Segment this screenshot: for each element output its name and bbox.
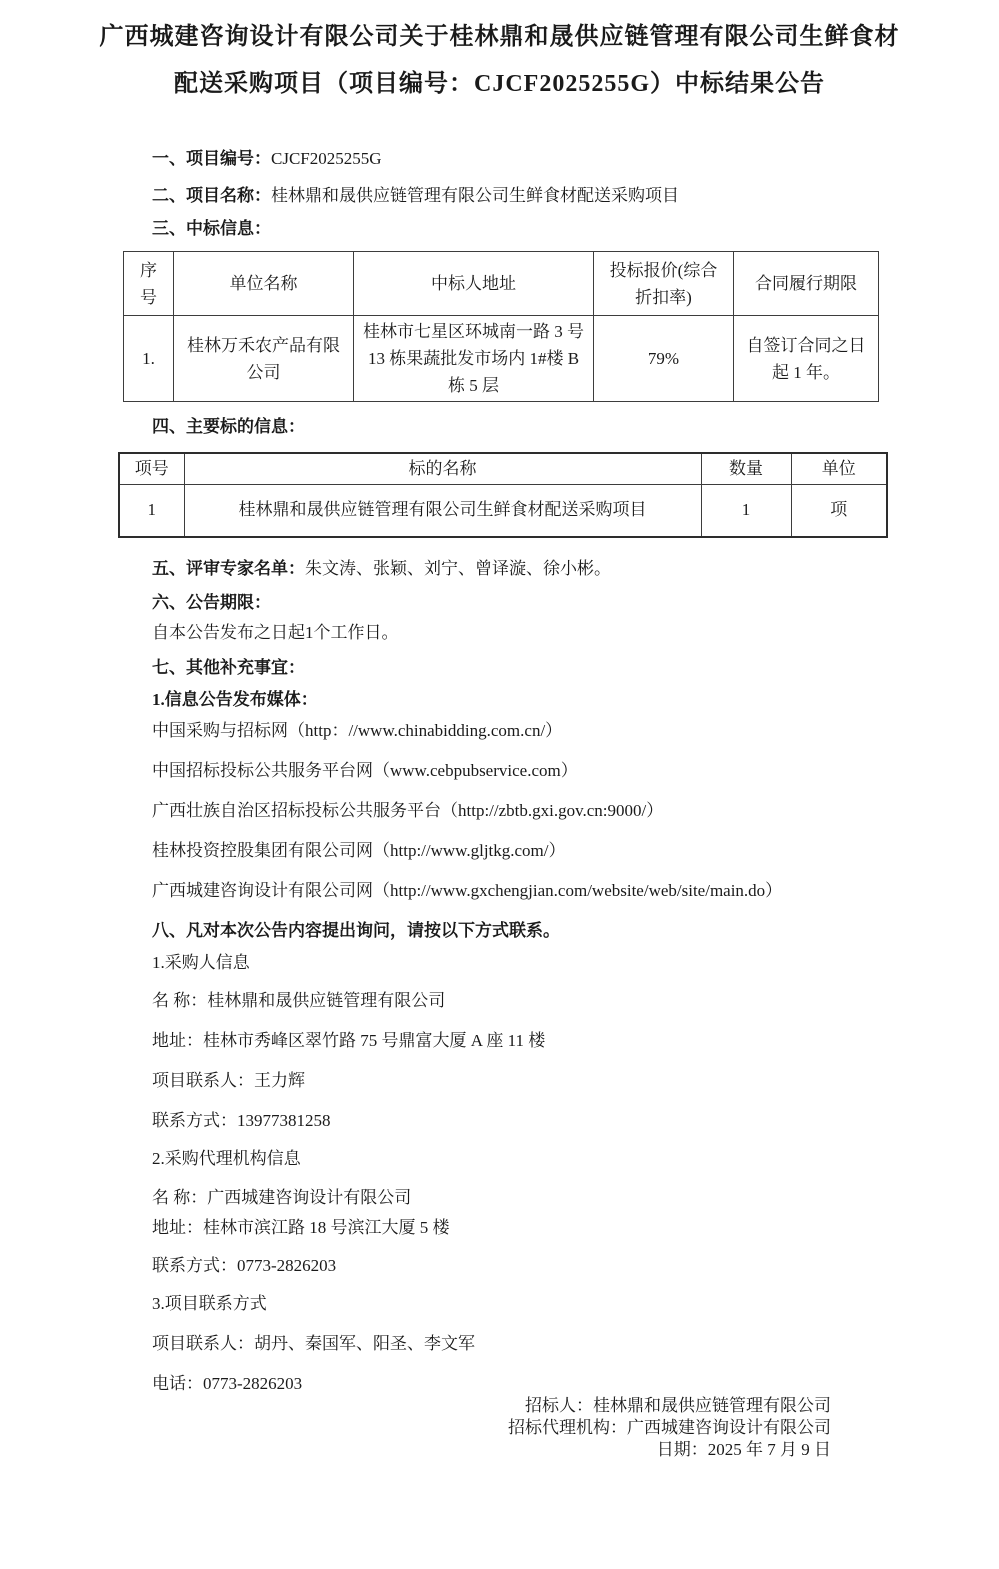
agency-name: 名 称：广西城建咨询设计有限公司 [152,1188,412,1207]
document-title-line1: 广西城建咨询设计有限公司关于桂林鼎和晟供应链管理有限公司生鲜食材 [99,24,900,50]
award-row-address: 桂林市七星区环城南一路 3 号 13 栋果蔬批发市场内 1#楼 B 栋 5 层 [354,316,594,402]
project-contact-phone: 电话：0773-2826203 [152,1374,303,1393]
section-subject-info-heading: 四、主要标的信息： [152,417,305,436]
award-table [123,251,879,402]
award-row-company: 桂林万禾农产品有限公司 [174,316,354,402]
agency-address: 地址：桂林市滨江路 18 号滨江大厦 5 楼 [152,1218,450,1237]
project-contact-heading: 3.项目联系方式 [152,1294,267,1313]
media-item-cebpubservice: 中国招标投标公共服务平台网（www.cebpubservice.com） [152,761,578,780]
award-table-header-price: 投标报价(综合折扣率) [594,252,734,316]
document-title [0,14,999,108]
subject-row-unit: 项 [791,484,887,537]
signature-block [0,1395,999,1461]
subject-row-name: 桂林鼎和晟供应链管理有限公司生鲜食材配送采购项目 [184,484,701,537]
purchaser-heading: 1.采购人信息 [152,953,250,972]
media-item-chinabidding: 中国采购与招标网（http：//www.chinabidding.com.cn/） [152,721,563,740]
subject-row-item: 1 [119,484,184,537]
section-notice-period-heading: 六、公告期限： [152,593,271,612]
tender-agency-line: 招标代理机构：广西城建咨询设计有限公司 [508,1418,831,1437]
experts-value: 朱文涛、张颖、刘宁、曾译漩、徐小彬。 [305,559,611,578]
subject-table [118,452,888,538]
award-row-price: 79% [594,316,734,402]
section-project-name [152,185,939,207]
experts-label: 五、评审专家名单： [152,559,305,578]
award-table-header-term: 合同履行期限 [734,252,879,316]
section-award-info-heading: 三、中标信息： [152,219,271,238]
award-row-term: 自签订合同之日起 1 年。 [734,316,879,402]
award-table-header-address: 中标人地址 [354,252,594,316]
project-name-value: 桂林鼎和晟供应链管理有限公司生鲜食材配送采购项目 [271,186,679,205]
subject-table-header-unit: 单位 [791,453,887,484]
award-table-row [124,316,879,402]
award-table-header-company: 单位名称 [174,252,354,316]
tenderer-line: 招标人：桂林鼎和晟供应链管理有限公司 [525,1396,831,1415]
subject-table-header-row [119,453,887,484]
project-contact-persons: 项目联系人：胡丹、秦国军、阳圣、李文军 [152,1334,475,1353]
purchaser-address: 地址：桂林市秀峰区翠竹路 75 号鼎富大厦 A 座 11 楼 [152,1031,546,1050]
purchaser-name: 名 称：桂林鼎和晟供应链管理有限公司 [152,991,446,1010]
project-name-label: 二、项目名称： [152,186,271,205]
purchaser-contact-person: 项目联系人：王力辉 [152,1071,305,1090]
media-item-gxi-platform: 广西壮族自治区招标投标公共服务平台（http://zbtb.gxi.gov.cn:9000/） [152,801,664,820]
date-line: 日期：2025 年 7 月 9 日 [656,1440,831,1459]
section-other-heading: 七、其他补充事宜： [152,658,305,677]
project-number-label: 一、项目编号： [152,149,271,168]
agency-heading: 2.采购代理机构信息 [152,1149,301,1168]
project-number-value: CJCF2025255G [271,149,382,168]
media-item-gxchengjian: 广西城建咨询设计有限公司网（http://www.gxchengjian.com/website/web/site/main.do） [152,881,783,900]
subject-table-header-name: 标的名称 [184,453,701,484]
section-project-number [152,148,939,170]
section-experts [152,558,939,580]
agency-phone: 联系方式：0773-2826203 [152,1256,337,1275]
subject-row-qty: 1 [701,484,791,537]
media-heading: 1.信息公告发布媒体： [152,690,318,709]
subject-table-header-qty: 数量 [701,453,791,484]
purchaser-phone: 联系方式：13977381258 [152,1111,331,1130]
section-contact-heading: 八、凡对本次公告内容提出询问，请按以下方式联系。 [152,921,560,940]
award-row-seq: 1. [124,316,174,402]
media-item-gljtkg: 桂林投资控股集团有限公司网（http://www.gljtkg.com/） [152,841,566,860]
subject-table-header-item: 项号 [119,453,184,484]
subject-table-row [119,484,887,537]
award-table-header-seq: 序号 [124,252,174,316]
notice-period-value: 自本公告发布之日起1个工作日。 [152,623,399,642]
award-table-header-row [124,252,879,316]
document-title-line2: 配送采购项目（项目编号：CJCF2025255G）中标结果公告 [174,71,825,97]
